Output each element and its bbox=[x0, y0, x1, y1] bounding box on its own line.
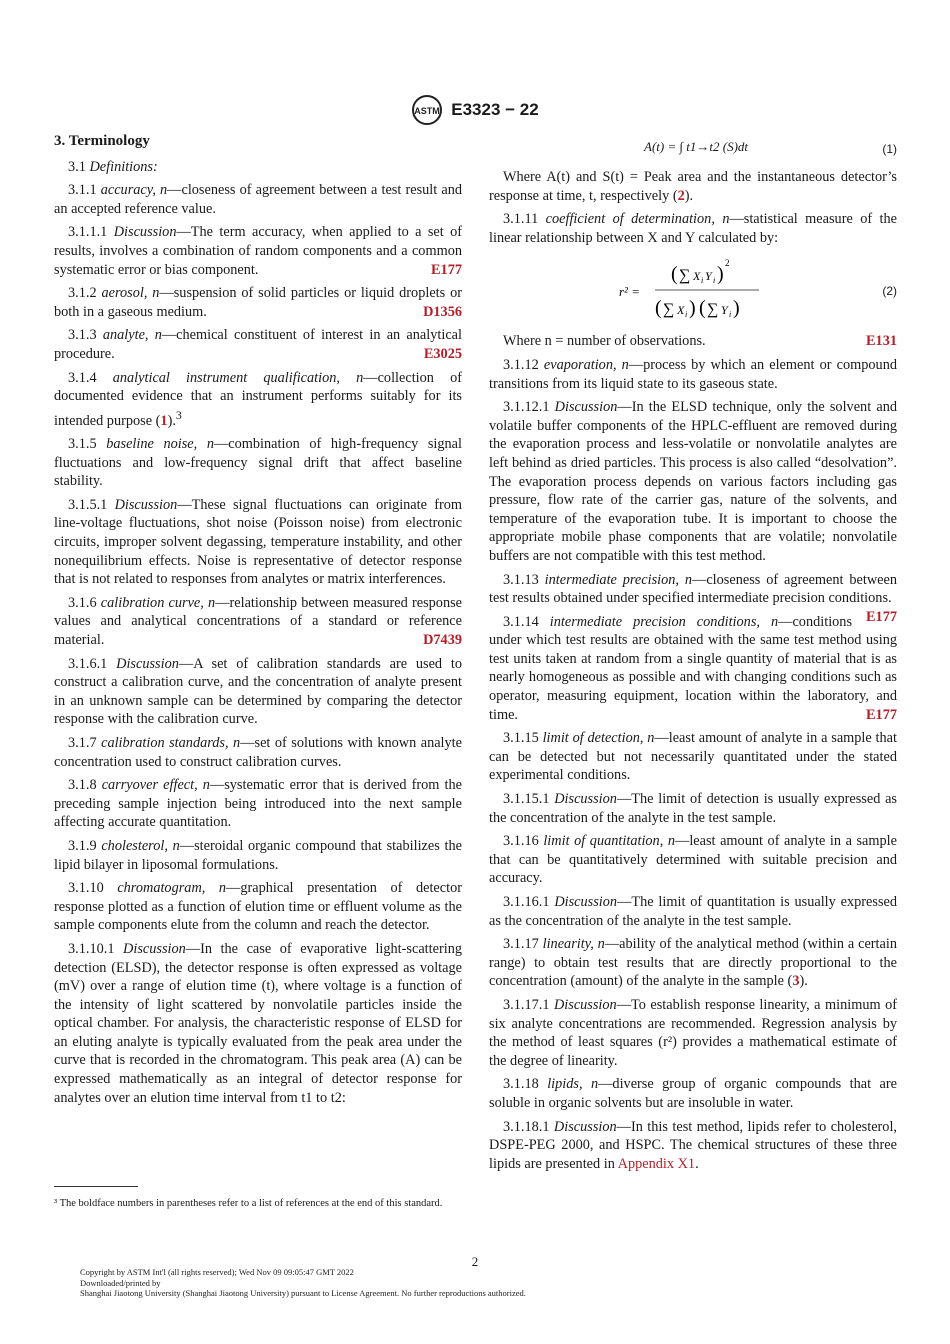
svg-text:X: X bbox=[693, 269, 701, 284]
definition-calibration-curve: 3.1.6 calibration curve, n—relationship between measured response values and analytical concentrations of a standard or reference material. D7439 bbox=[54, 594, 463, 649]
reference-link[interactable]: E3025 bbox=[423, 345, 462, 362]
svg-text:X: X bbox=[677, 303, 685, 318]
svg-text:): ) bbox=[717, 263, 724, 286]
svg-text:): ) bbox=[689, 297, 696, 320]
discussion-linearity: 3.1.17.1 Discussion—To establish response linearity, a minimum of six analyte concentrations are recommended. Regression analysis by the method of least squares (r²) provides a mathematical estimate of the degree of linearity. bbox=[489, 996, 897, 1069]
equation-1-body: A(t) = ∫ t1→t2 (S)dt bbox=[644, 139, 749, 154]
svg-text:∑: ∑ bbox=[679, 267, 691, 285]
equation-number: (2) bbox=[882, 284, 897, 299]
definition-chromatogram: 3.1.10 chromatogram, n—graphical presentation of detector response plotted as a function of elution time or effluent volume as the sample components elute from the column and reach the detector. bbox=[54, 880, 462, 934]
svg-text:Y: Y bbox=[721, 303, 728, 318]
page-number: 2 bbox=[471, 1254, 479, 1269]
reference-link[interactable]: E177 bbox=[866, 608, 897, 625]
svg-text:Y: Y bbox=[705, 269, 712, 284]
definition-calibration-standards: 3.1.7 calibration standards, n—set of solutions with known analyte concentration used to construct calibration curves. bbox=[54, 734, 462, 770]
reference-link[interactable]: D7439 bbox=[423, 632, 462, 649]
copyright-line: Shanghai Jiaotong University (Shanghai Jiaotong University) pursuant to License Agreement. No further reproductions authorized. bbox=[80, 1288, 526, 1298]
definition-instrument-qualification: 3.1.4 analytical instrument qualification, n—collection of documented evidence that an instrument performs suitably for its intended purpose (1).$^3$ bbox=[54, 369, 462, 429]
equation-2 bbox=[489, 252, 897, 332]
svg-text:i: i bbox=[685, 310, 688, 320]
left-column bbox=[54, 132, 462, 1112]
discussion-accuracy: 3.1.1.1 Discussion—The term accuracy, when applied to a set of results, involves a combination of random components and a common systematic error or bias component. E177 bbox=[54, 224, 462, 278]
reference-link[interactable]: E131 bbox=[866, 333, 897, 350]
definition-evaporation: 3.1.12 evaporation, n—process by which an element or compound transitions from its liquid state to its gaseous state. bbox=[489, 356, 897, 392]
reference-link[interactable]: D1356 bbox=[423, 303, 462, 320]
definition-limit-of-quantitation: 3.1.16 limit of quantitation, n—least amount of analyte in a sample that can be quantitatively determined with suitable precision and accuracy. bbox=[489, 833, 897, 887]
discussion-limit-of-detection: 3.1.15.1 Discussion—The limit of detection is usually expressed as the concentration of the analyte in the test sample. bbox=[489, 791, 897, 826]
svg-text:∑: ∑ bbox=[663, 301, 675, 319]
definition-analyte: 3.1.3 analyte, n—chemical constituent of interest in an analytical procedure. E3025 bbox=[54, 327, 462, 362]
discussion-limit-of-quantitation: 3.1.16.1 Discussion—The limit of quantitation is usually expressed as the concentration of the analyte in the test sample. bbox=[489, 894, 898, 929]
definition-accuracy: 3.1.1 accuracy, n—closeness of agreement between a test result and an accepted reference value. bbox=[54, 182, 462, 217]
definition-lipids: 3.1.18 lipids, n—diverse group of organic compounds that are soluble in organic solvents but are insoluble in water. bbox=[489, 1076, 897, 1111]
copyright-line: Downloaded/printed by bbox=[80, 1277, 161, 1288]
equation-2-formula bbox=[599, 252, 899, 332]
svg-text:(: ( bbox=[699, 297, 706, 320]
paragraph-where-n: Where n = number of observations. E131 bbox=[503, 333, 897, 350]
definition-intermediate-precision: 3.1.13 intermediate precision, n—closeness of agreement between test results obtained under specified intermediate precision conditions. E177 bbox=[489, 571, 898, 625]
definition-baseline-noise: 3.1.5 baseline noise, n—combination of high-frequency signal fluctuations and low-frequency signal drift that affect baseline stability. bbox=[54, 436, 462, 490]
equation-2-lhs: r² = bbox=[619, 284, 640, 300]
citation-link[interactable]: 3 bbox=[792, 973, 800, 990]
equation-number: (1) bbox=[882, 142, 897, 156]
svg-text:i: i bbox=[713, 276, 716, 286]
svg-text:i: i bbox=[729, 310, 732, 320]
paragraph-where: Where A(t) and S(t) = Peak area and the instantaneous detector’s response at time, t, respectively (2). bbox=[489, 169, 897, 204]
reference-link[interactable]: E177 bbox=[866, 706, 897, 723]
reference-link[interactable]: E177 bbox=[431, 261, 462, 278]
copyright-line: Copyright by ASTM Int'l (all rights reserved); Wed Nov 09 09:05:47 GMT 2022 bbox=[80, 1267, 354, 1277]
discussion-calibration-curve: 3.1.6.1 Discussion—A set of calibration standards are used to construct a calibration curve, and the concentration of analyte present in an unknown sample can be determined by comparing the detector response with the calibration curve. bbox=[54, 655, 462, 728]
svg-text:): ) bbox=[733, 297, 740, 320]
svg-text:(: ( bbox=[655, 297, 662, 320]
svg-text:ASTM: ASTM bbox=[414, 106, 441, 116]
paragraph: 3.1 Definitions: bbox=[68, 158, 158, 175]
footnote-divider bbox=[54, 1186, 138, 1187]
appendix-link[interactable]: Appendix X1 bbox=[617, 1155, 696, 1172]
definition-coefficient-of-determination: 3.1.11 coefficient of determination, n—statistical measure of the linear relationship between X and Y calculated by: bbox=[489, 211, 897, 246]
footnote: ³ The boldface numbers in parentheses refer to a list of references at the end of this standard. bbox=[54, 1198, 443, 1209]
definition-intermediate-precision-conditions: 3.1.14 intermediate precision conditions, n—conditions under which test results are obtained with the same test method using test units taken at random from a single quantity of material that is as nearly homogeneous as possible and with changing conditions such as operator, measuring equipment, location within the laboratory, and time. E177 bbox=[489, 613, 897, 723]
citation-link[interactable]: 2 bbox=[677, 187, 685, 204]
section-title: 3. Terminology bbox=[54, 133, 150, 149]
svg-text:2: 2 bbox=[725, 258, 730, 269]
definition-aerosol: 3.1.2 aerosol, n—suspension of solid particles or liquid droplets or both in a gaseous medium. D1356 bbox=[54, 285, 462, 320]
astm-logo-icon bbox=[411, 94, 443, 126]
svg-text:∑: ∑ bbox=[707, 301, 719, 319]
definition-carryover-effect: 3.1.8 carryover effect, n—systematic error that is derived from the preceding sample injection being introduced into the next sample affecting accurate quantitation. bbox=[54, 777, 462, 831]
svg-text:(: ( bbox=[671, 263, 678, 286]
right-column bbox=[489, 132, 897, 1178]
discussion-evaporation: 3.1.12.1 Discussion—In the ELSD technique, only the solvent and volatile buffer components of the HPLC-effluent are removed during the evaporation process and less-volatile or nonvolatile analytes are left behind as dried particles. This process is also called “desolvation”. The evaporation process depends on various factors including gas pressure, flow rate of the carrier gas, nature of the solvents, and temperature of the evaporation tube. It is important to choose the appropriate mobile phase components that are volatile; nonvolatile buffers are not compatible with this test method. bbox=[489, 399, 897, 564]
definition-cholesterol: 3.1.9 cholesterol, n—steroidal organic compound that stabilizes the lipid bilayer in liposomal formulations. bbox=[54, 837, 463, 873]
document-id: E3323 − 22 bbox=[451, 100, 539, 119]
citation-link[interactable]: 1 bbox=[160, 412, 168, 429]
discussion-baseline-noise: 3.1.5.1 Discussion—These signal fluctuations can originate from line-voltage fluctuations, shot noise (Poisson noise) from electronic circuits, improper solvent degassing, temperature instability, and other nonequilibrium effects. Noise is representative of detector response that is not related to responses from analytes or matrix interferences. bbox=[54, 496, 462, 588]
discussion-chromatogram: 3.1.10.1 Discussion—In the case of evaporative light-scattering detection (ELSD), the detector response is often expressed as voltage (mV) over a range of elution time (t), where voltage is a function of the intensity of light scattered by nonvolatile particles inside the optical chamber. For analysis, the characteristic response of ELSD for an eluting analyte is typically evaluated from the peak area under the curve that is recorded in the chromatogram. This peak area (A) can be expressed mathematically as an integral of detector response for analytes over an elution time interval from t1 to t2: bbox=[54, 940, 462, 1106]
copyright-notice bbox=[80, 1267, 526, 1299]
definition-linearity: 3.1.17 linearity, n—ability of the analytical method (within a certain range) to obtain test results that are directly proportional to the concentration (amount) of the analyte in the sample (3). bbox=[489, 936, 897, 990]
page-header bbox=[0, 94, 950, 126]
discussion-lipids: 3.1.18.1 Discussion—In this test method, lipids refer to cholesterol, DSPE-PEG 2000, and HSPC. The chemical structures of these three lipids are presented in Appendix X1. bbox=[489, 1118, 897, 1172]
definition-limit-of-detection: 3.1.15 limit of detection, n—least amount of analyte in a sample that can be detected but not necessarily quantitated under the stated experimental conditions. bbox=[489, 730, 897, 784]
svg-text:i: i bbox=[701, 276, 704, 286]
equation-1 bbox=[489, 132, 897, 168]
